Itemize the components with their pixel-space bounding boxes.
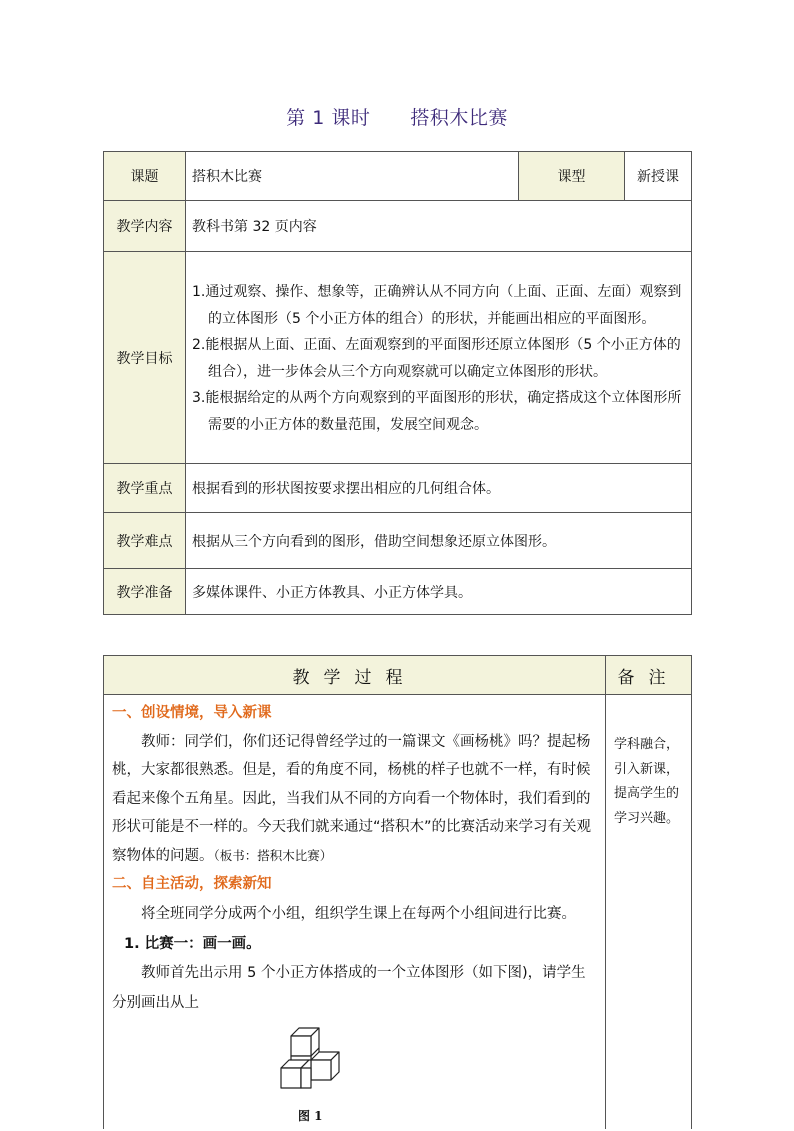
- type-label: 课型: [519, 152, 625, 201]
- notes-header: 备注: [606, 656, 692, 695]
- section-heading-2: 二、自主活动，探索新知: [112, 876, 272, 892]
- prep-label: 教学准备: [104, 569, 186, 615]
- cube-figure: [274, 1024, 354, 1123]
- cube-front-face: [291, 1036, 311, 1056]
- goal-item-3: 3.能根据给定的从两个方向观察到的平面图形的形状，确定搭成这个立体图形所需要的小正方体的数量范围，发展空间观念。: [192, 390, 682, 433]
- process-header: 教学过程: [104, 656, 606, 695]
- row-goals: [104, 252, 692, 464]
- type-value: 新授课: [625, 152, 692, 201]
- content-label: 教学内容: [104, 201, 186, 252]
- row-difficulty: [104, 513, 692, 569]
- lesson-topic: 搭积木比赛: [410, 107, 508, 129]
- goal-item-2: 2.能根据从上面、正面、左面观察到的平面图形还原立体图形（5 个小正方体的组合），进一步体会从三个方向观察就可以确定立体图形的形状。: [192, 337, 681, 380]
- goals-cell: [186, 252, 692, 464]
- group-paragraph: 将全班同学分成两个小组，组织学生课上在每两个小组间进行比赛。: [141, 905, 576, 922]
- prep-value: 多媒体课件、小正方体教具、小正方体学具。: [186, 569, 692, 615]
- board-note: （板书：搭积木比赛）: [213, 847, 333, 863]
- topic-value: 搭积木比赛: [186, 152, 519, 201]
- process-body-row: [104, 695, 692, 1130]
- row-topic: [104, 152, 692, 201]
- difficulty-label: 教学难点: [104, 513, 186, 569]
- contest-one-paragraph: 教师首先出示用 5 个小正方体搭成的一个立体图形（如下图)，请学生分别画出从上: [112, 965, 586, 1011]
- contest-one-heading: 1. 比赛一：画一画。: [124, 935, 261, 952]
- topic-label: 课题: [104, 152, 186, 201]
- process-header-row: [104, 656, 692, 695]
- row-content: [104, 201, 692, 252]
- cube-front-face-5: [301, 1068, 311, 1088]
- difficulty-value: 根据从三个方向看到的图形，借助空间想象还原立体图形。: [186, 513, 692, 569]
- lesson-info-table: [103, 151, 692, 615]
- row-prep: [104, 569, 692, 615]
- notes-cell: 学科融合，引入新课，提高学生的学习兴趣。: [606, 695, 692, 1130]
- intro-paragraph: [112, 728, 597, 871]
- teaching-process-table: [103, 655, 692, 1129]
- cube-stack-illustration: [274, 1024, 354, 1104]
- cube-front-face-3: [311, 1060, 331, 1080]
- cube-front-face-4: [281, 1068, 301, 1088]
- content-value: 教科书第 32 页内容: [186, 201, 692, 252]
- lesson-number: 第 1 课时: [286, 107, 371, 129]
- row-key: [104, 464, 692, 513]
- process-content: [104, 695, 606, 1130]
- goal-item-1: 1.通过观察、操作、想象等，正确辨认从不同方向（上面、正面、左面）观察到的立体图形（5 个小正方体的组合）的形状，并能画出相应的平面图形。: [192, 284, 682, 327]
- figure-caption: 图 1: [298, 1109, 323, 1123]
- page-title: [0, 103, 794, 130]
- key-value: 根据看到的形状图按要求摆出相应的几何组合体。: [186, 464, 692, 513]
- section-heading-1: 一、创设情境，导入新课: [112, 705, 272, 721]
- goals-label: 教学目标: [104, 252, 186, 464]
- key-label: 教学重点: [104, 464, 186, 513]
- intro-text: 教师：同学们，你们还记得曾经学过的一篇课文《画杨桃》吗？提起杨桃，大家都很熟悉。但是，看的角度不同，杨桃的样子也就不一样，有时候看起来像个五角星。因此，当我们从不同的方向看一个物体时，我们看到的形状可能是不一样的。今天我们就来通过“搭积木”的比赛活动来学习有关观察物体的问题。: [112, 733, 592, 864]
